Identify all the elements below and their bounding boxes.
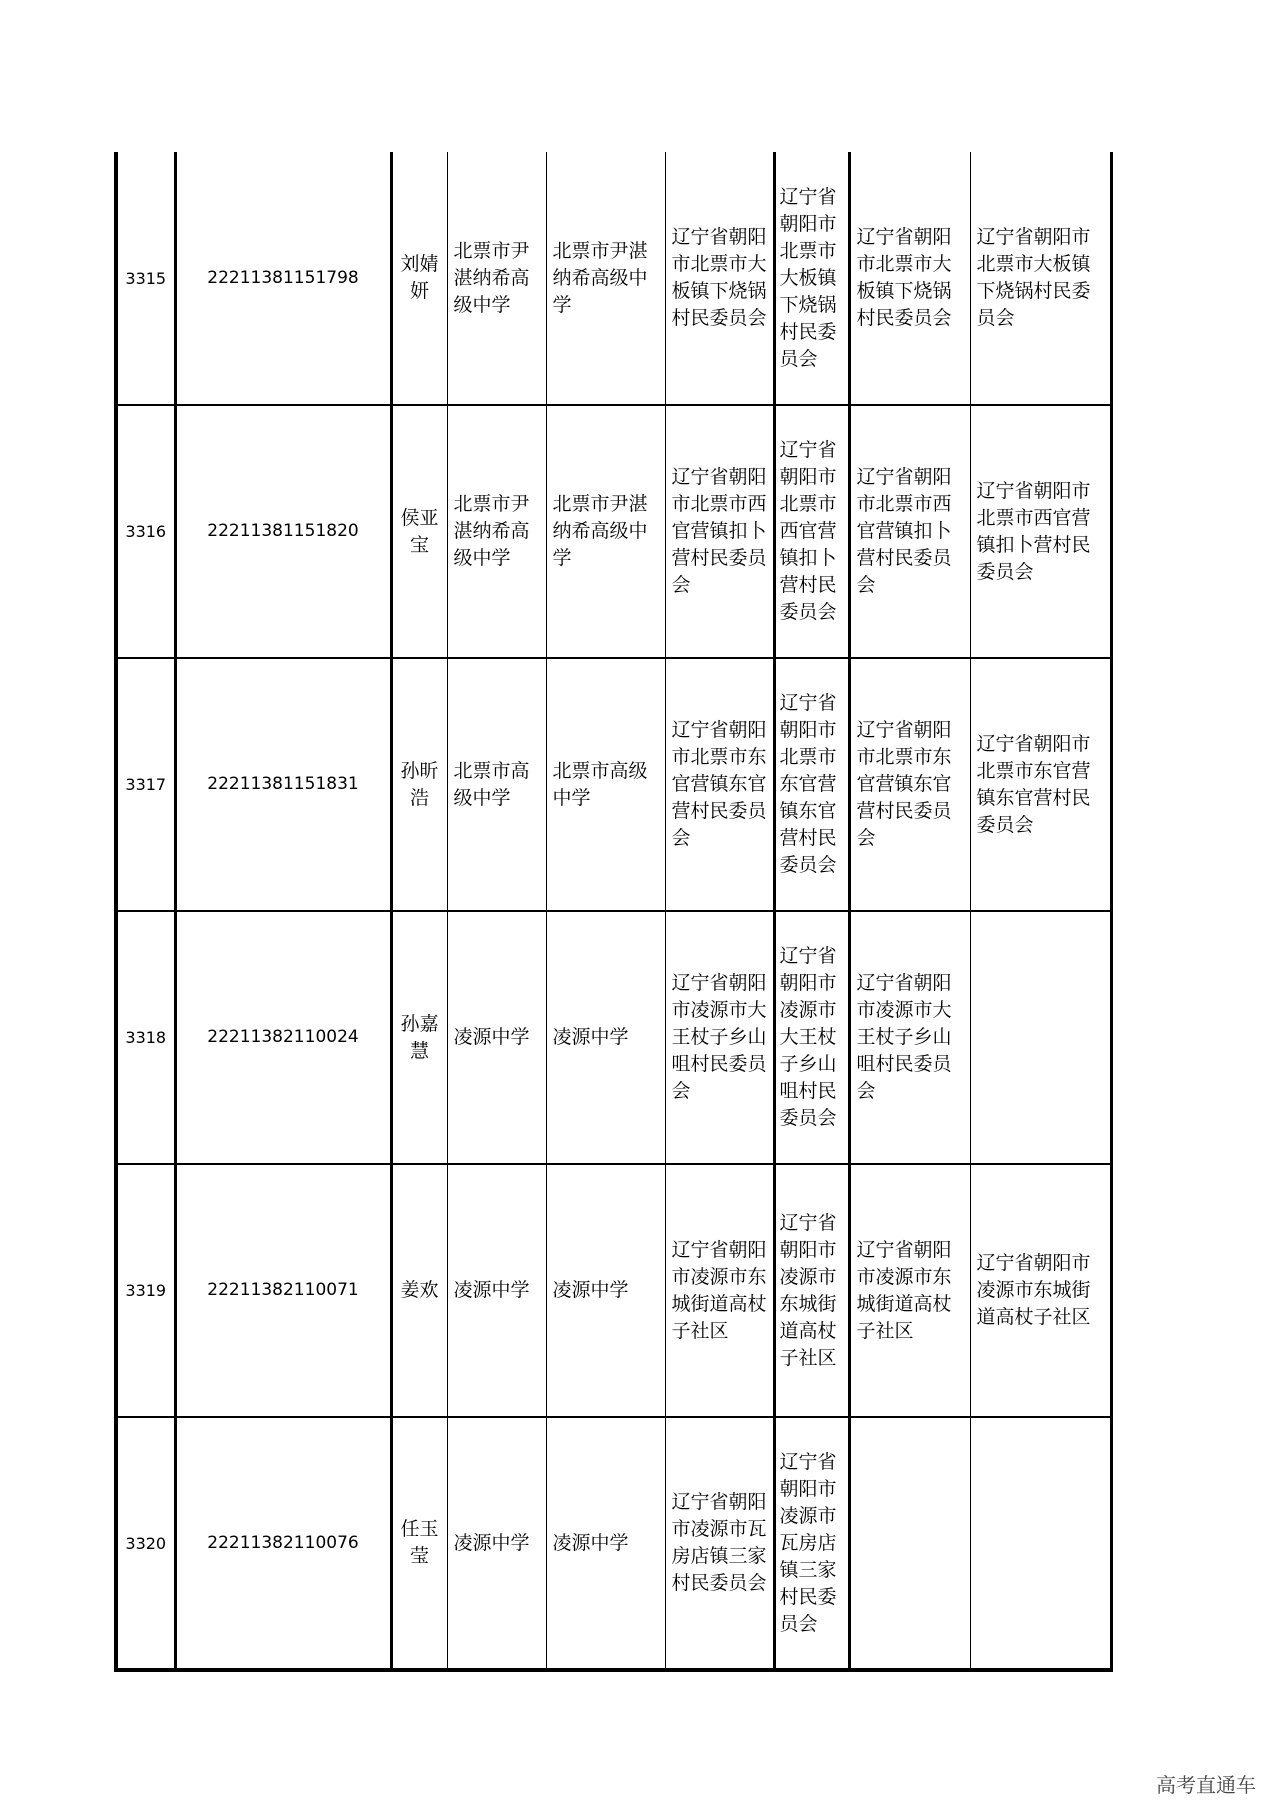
exam-number-cell: 22211381151831 [175, 658, 391, 911]
school-cell: 北票市高级中学 [447, 658, 546, 911]
school-cell: 凌源中学 [447, 911, 546, 1164]
committee-cell: 辽宁省朝阳市凌源市大王杖子乡山咀村民委员会 [849, 911, 970, 1164]
seq-cell: 3320 [116, 1417, 175, 1670]
watermark: 高考直通车 [1156, 1773, 1256, 1797]
exam-number-cell: 22211381151820 [175, 405, 391, 658]
committee-cell: 辽宁省朝阳市北票市东官营镇东官营村民委员会 [774, 658, 849, 911]
table-row [116, 152, 1111, 405]
table-row [116, 1164, 1111, 1417]
school-cell: 北票市尹湛纳希高级中学 [546, 152, 665, 405]
seq-cell: 3319 [116, 1164, 175, 1417]
committee-cell: 辽宁省朝阳市北票市东官营镇东官营村民委员会 [849, 658, 970, 911]
name-cell: 刘婧妍 [391, 152, 447, 405]
school-cell: 北票市尹湛纳希高级中学 [447, 405, 546, 658]
committee-cell: 辽宁省朝阳市凌源市东城街道高杖子社区 [665, 1164, 774, 1417]
committee-cell: 辽宁省朝阳市北票市东官营镇东官营村民委员会 [665, 658, 774, 911]
committee-cell: 辽宁省朝阳市凌源市东城街道高杖子社区 [970, 1164, 1111, 1417]
seq-cell: 3315 [116, 152, 175, 405]
committee-cell: 辽宁省朝阳市凌源市东城街道高杖子社区 [774, 1164, 849, 1417]
school-cell: 凌源中学 [447, 1417, 546, 1670]
committee-cell: 辽宁省朝阳市凌源市瓦房店镇三家村民委员会 [665, 1417, 774, 1670]
committee-cell: 辽宁省朝阳市凌源市瓦房店镇三家村民委员会 [774, 1417, 849, 1670]
exam-number-cell: 22211382110076 [175, 1417, 391, 1670]
committee-cell: 辽宁省朝阳市凌源市大王杖子乡山咀村民委员会 [665, 911, 774, 1164]
committee-cell: 辽宁省朝阳市北票市西官营镇扣卜营村民委员会 [970, 405, 1111, 658]
name-cell: 侯亚宝 [391, 405, 447, 658]
name-cell: 姜欢 [391, 1164, 447, 1417]
name-cell: 任玉莹 [391, 1417, 447, 1670]
school-cell: 凌源中学 [546, 1164, 665, 1417]
committee-cell: 辽宁省朝阳市北票市大板镇下烧锅村民委员会 [774, 152, 849, 405]
school-cell: 北票市高级中学 [546, 658, 665, 911]
committee-cell [970, 1417, 1111, 1670]
name-cell: 孙昕浩 [391, 658, 447, 911]
committee-cell: 辽宁省朝阳市北票市大板镇下烧锅村民委员会 [849, 152, 970, 405]
committee-cell: 辽宁省朝阳市北票市西官营镇扣卜营村民委员会 [774, 405, 849, 658]
committee-cell: 辽宁省朝阳市凌源市大王杖子乡山咀村民委员会 [774, 911, 849, 1164]
committee-cell [849, 1417, 970, 1670]
committee-cell: 辽宁省朝阳市北票市大板镇下烧锅村民委员会 [665, 152, 774, 405]
exam-number-cell: 22211382110024 [175, 911, 391, 1164]
committee-cell [970, 911, 1111, 1164]
table-row [116, 911, 1111, 1164]
table-row [116, 1417, 1111, 1670]
name-cell: 孙嘉慧 [391, 911, 447, 1164]
seq-cell: 3318 [116, 911, 175, 1164]
school-cell: 凌源中学 [546, 911, 665, 1164]
committee-cell: 辽宁省朝阳市北票市大板镇下烧锅村民委员会 [970, 152, 1111, 405]
committee-cell: 辽宁省朝阳市凌源市东城街道高杖子社区 [849, 1164, 970, 1417]
seq-cell: 3317 [116, 658, 175, 911]
school-cell: 北票市尹湛纳希高级中学 [546, 405, 665, 658]
table-row [116, 405, 1111, 658]
exam-number-cell: 22211381151798 [175, 152, 391, 405]
school-cell: 凌源中学 [546, 1417, 665, 1670]
roster-table [114, 152, 1113, 1672]
seq-cell: 3316 [116, 405, 175, 658]
school-cell: 北票市尹湛纳希高级中学 [447, 152, 546, 405]
exam-number-cell: 22211382110071 [175, 1164, 391, 1417]
committee-cell: 辽宁省朝阳市北票市西官营镇扣卜营村民委员会 [665, 405, 774, 658]
table-row [116, 658, 1111, 911]
committee-cell: 辽宁省朝阳市北票市西官营镇扣卜营村民委员会 [849, 405, 970, 658]
school-cell: 凌源中学 [447, 1164, 546, 1417]
committee-cell: 辽宁省朝阳市北票市东官营镇东官营村民委员会 [970, 658, 1111, 911]
